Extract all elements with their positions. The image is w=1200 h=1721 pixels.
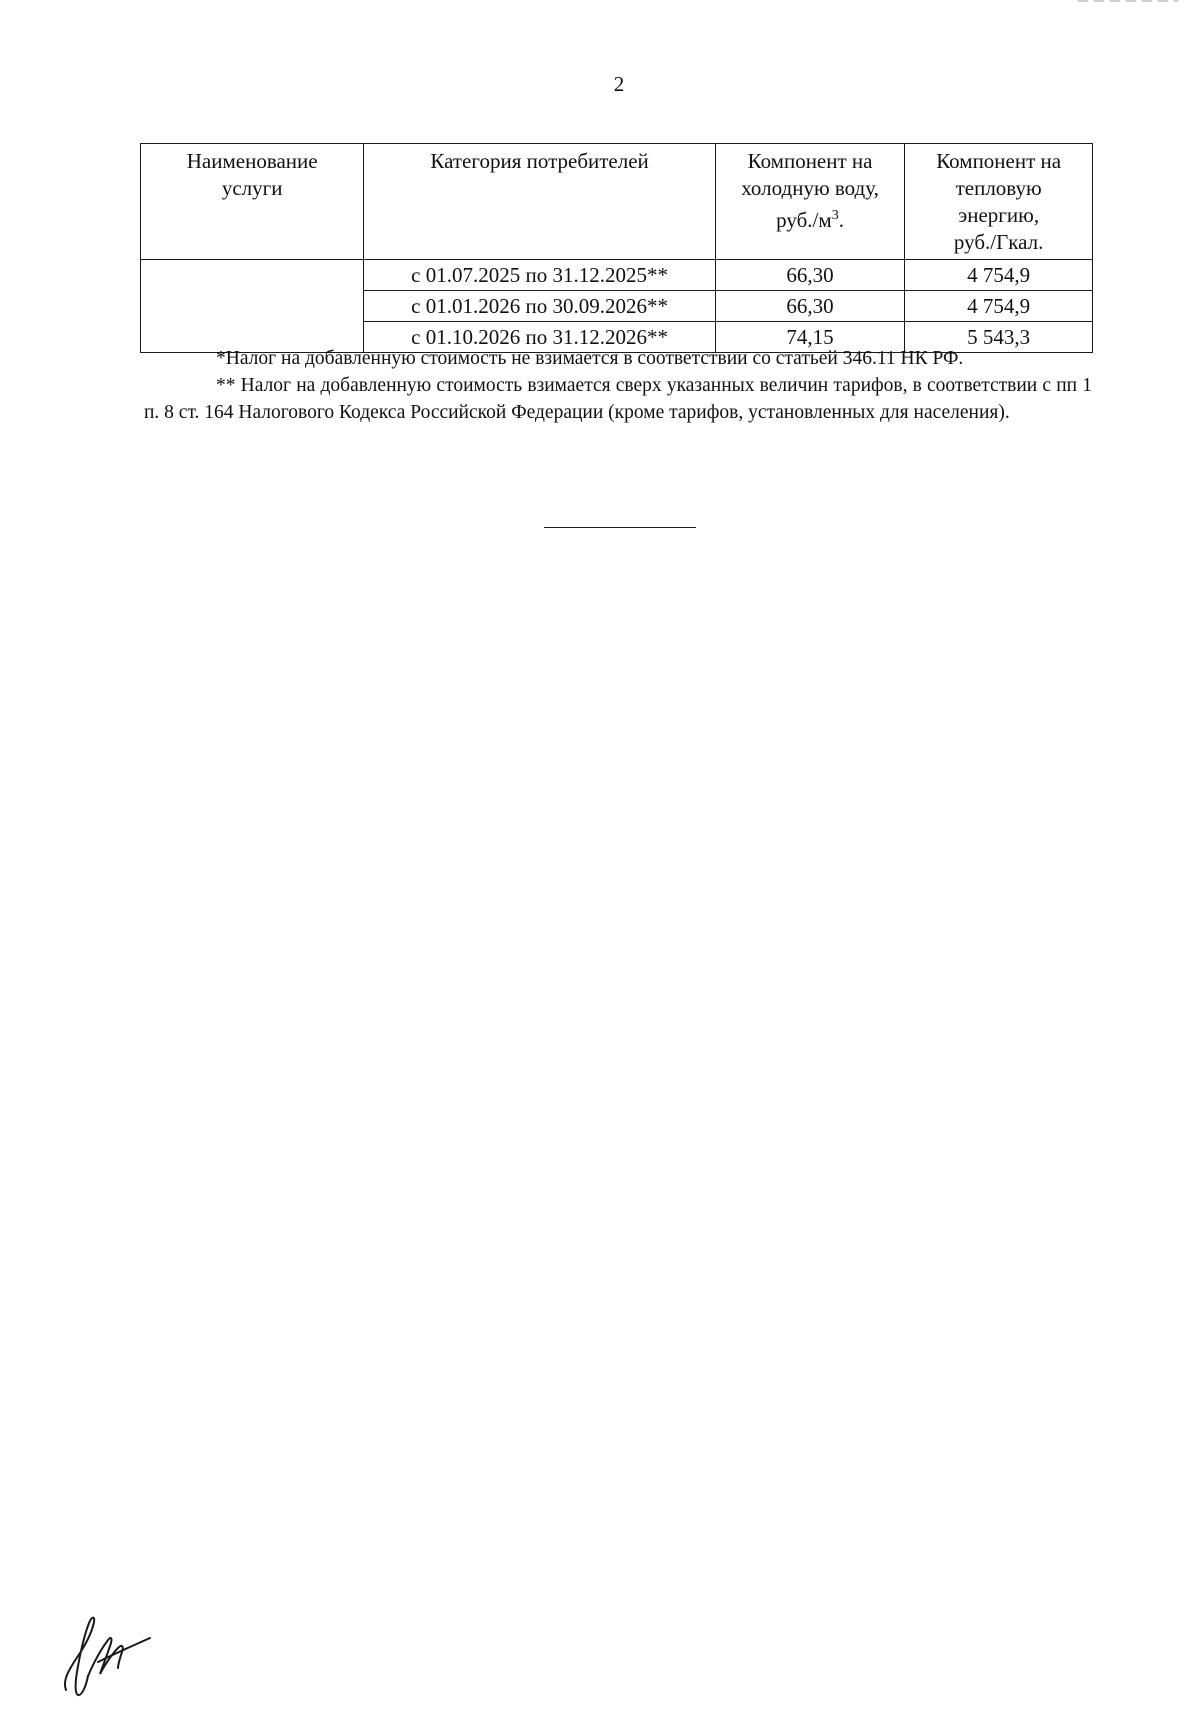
footnote-vat-exempt: *Налог на добавленную стоимость не взимается в соответствии со статьей 346.11 НК РФ. bbox=[216, 348, 964, 369]
tariff-table bbox=[140, 143, 1093, 353]
heat-energy-cell: 4 754,9 bbox=[905, 260, 1093, 291]
table-header-row bbox=[141, 144, 1093, 260]
header-water-line-1: Компонент на bbox=[747, 149, 873, 173]
period-cell: с 01.10.2026 по 31.12.2026** bbox=[364, 322, 715, 353]
period-cell: с 01.07.2025 по 31.12.2025** bbox=[364, 260, 715, 291]
header-water-unit-exponent: 3 bbox=[831, 208, 839, 223]
header-heat-line-4: руб./Гкал. bbox=[953, 230, 1044, 254]
header-water-unit-dot: . bbox=[838, 208, 844, 232]
table-body bbox=[141, 260, 1093, 353]
cold-water-cell: 66,30 bbox=[715, 291, 905, 322]
header-heat-energy-component bbox=[905, 144, 1093, 260]
header-service-line-2: услуги bbox=[221, 176, 283, 200]
closing-divider bbox=[544, 527, 696, 528]
footnotes bbox=[144, 345, 1092, 426]
cold-water-cell: 66,30 bbox=[715, 260, 905, 291]
header-water-unit: руб./м bbox=[776, 208, 832, 232]
heat-energy-cell: 4 754,9 bbox=[905, 291, 1093, 322]
service-name-cell bbox=[141, 260, 364, 353]
cold-water-cell: 74,15 bbox=[715, 322, 905, 353]
header-heat-line-3: энергию, bbox=[958, 203, 1040, 227]
table-row bbox=[141, 260, 1093, 291]
header-service-name bbox=[141, 144, 364, 260]
header-heat-line-2: тепловую bbox=[955, 176, 1042, 200]
handwritten-signature-icon bbox=[58, 1588, 154, 1700]
header-service-line-1: Наименование bbox=[186, 149, 318, 173]
header-cold-water-component bbox=[715, 144, 905, 260]
header-heat-line-1: Компонент на bbox=[936, 149, 1062, 173]
header-consumer-category bbox=[364, 144, 715, 260]
header-water-line-2: холодную воду, bbox=[741, 176, 879, 200]
heat-energy-cell: 5 543,3 bbox=[905, 322, 1093, 353]
header-category-line-1: Категория потребителей bbox=[430, 149, 649, 173]
footnote-vat-charged: ** Налог на добавленную стоимость взимается сверх указанных величин тарифов, в соответствии с пп 1 п. 8 ст. 164 Налогового Кодекса Российской Федерации (кроме тарифов, установленных для населения). bbox=[144, 375, 1092, 423]
page-number: 2 bbox=[613, 72, 625, 96]
scan-edge-mark bbox=[1078, 0, 1178, 4]
period-cell: с 01.01.2026 по 30.09.2026** bbox=[364, 291, 715, 322]
table-header bbox=[141, 144, 1093, 260]
header-water-line-3 bbox=[720, 202, 901, 234]
